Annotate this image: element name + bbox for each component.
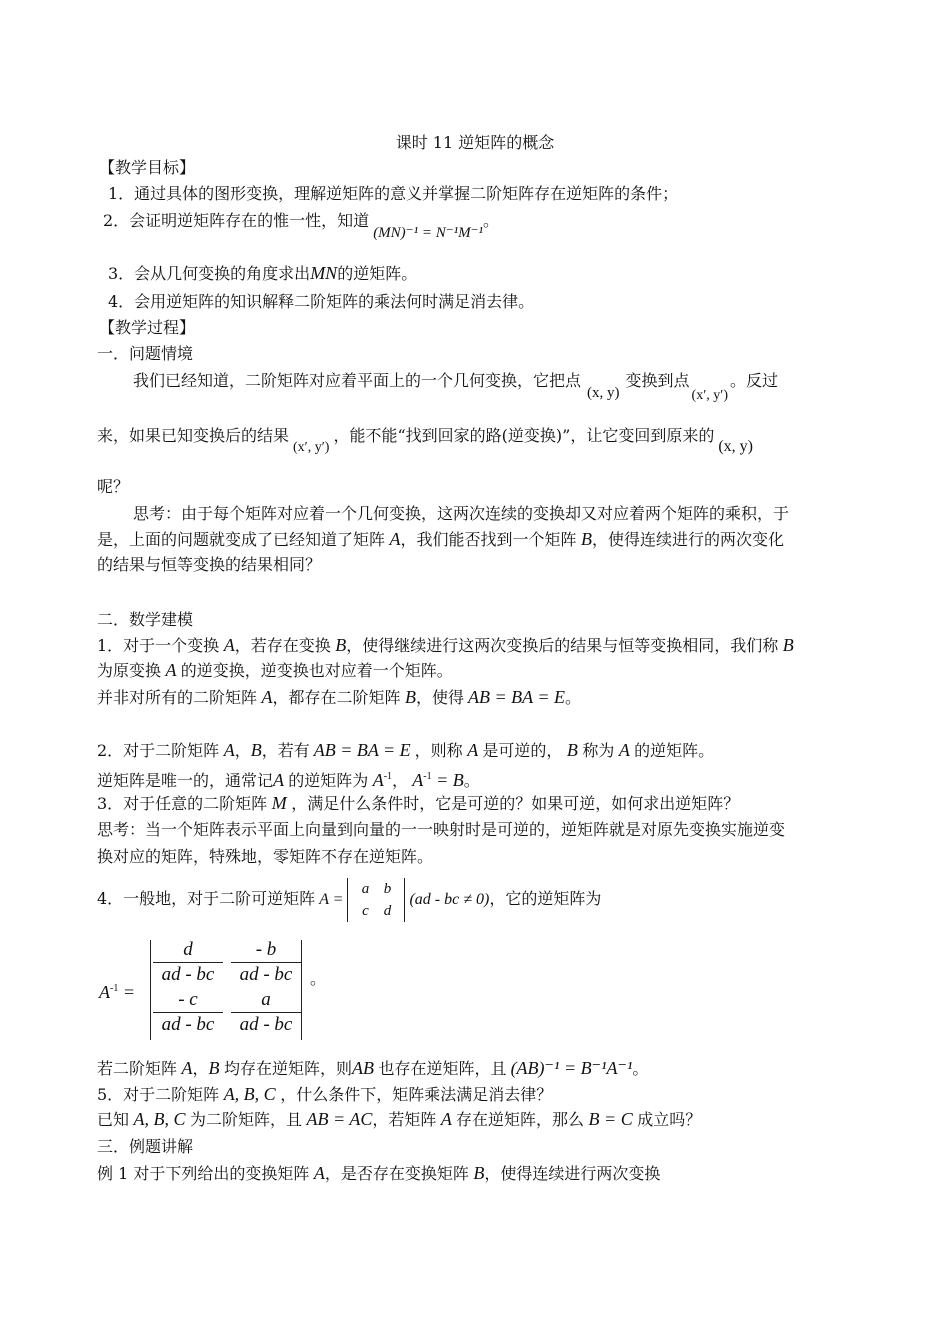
think-1-line-2: 是，上面的问题就变成了已经知道了矩阵 A，我们能否找到一个矩阵 B，使得连续进行的两次变化 — [97, 529, 785, 549]
para-1: 我们已经知道，二阶矩阵对应着平面上的一个几何变换，它把点(x, y)变换到点(x′, y′)。反过 — [133, 371, 778, 403]
entry-11: $\frac{d}{ad - bc}$ — [153, 938, 223, 987]
think-1-line-3: 的结果与恒等变换的结果相同？ — [97, 555, 322, 574]
inverse-label: $A^{-1}$ = — [99, 982, 135, 1002]
inverse-period: 。 — [310, 969, 327, 988]
think-2-line-2: 换对应的矩阵，特殊地，零矩阵不存在逆矩阵。 — [97, 847, 434, 866]
section-1-heading: 一．问题情境 — [97, 344, 194, 363]
entry-21: $\frac{- c}{ad - bc}$ — [153, 988, 223, 1037]
think-2-line-1: 思考：当一个矩阵表示平面上向量到向量的一一映射时是可逆的，逆矩阵就是对原先变换实施逆变 — [97, 820, 786, 839]
model-1-line-3: 并非对所有的二阶矩阵 A，都存在二阶矩阵 B，使得 AB = BA = E。 — [97, 687, 582, 707]
model-2-line-2: 逆矩阵是唯一的，通常记A 的逆矩阵为 $A^{-1}$， $A^{-1} = B$。 — [97, 770, 480, 790]
goal-2: 2．会证明逆矩阵存在的惟一性，知道(MN)⁻¹ = N⁻¹M⁻¹。 — [103, 211, 500, 241]
para-2: 来，如果已知变换后的结果(x′, y′)，能不能“找到回家的路(逆变换)”，让它变回到原来的(x, y) — [97, 426, 753, 455]
goal3-math: MN — [310, 263, 338, 283]
inverse-matrix — [150, 940, 302, 1040]
think-1-line-1: 思考：由于每个矩阵对应着一个几何变换，这两次连续的变换却又对应着两个矩阵的乘积，于 — [133, 504, 790, 523]
model-2-line-1: 2．对于二阶矩阵 A，B，若有 AB = BA = E ，则称 A 是可逆的， B 称为 A 的逆矩阵。 — [97, 740, 715, 760]
model-1-line-1: 1．对于一个变换 A，若存在变换 B，使得继续进行这两次变换后的结果与恒等变换相同，我们称 B — [97, 635, 794, 655]
entry-12: $\frac{- b}{ad - bc}$ — [231, 938, 301, 987]
model-1-line-2: 为原变换 A 的逆变换，逆变换也对应着一个矩阵。 — [97, 660, 453, 680]
entry-22: $\frac{a}{ad - bc}$ — [231, 988, 301, 1037]
goal-3: 3．会从几何变换的角度求出MN的逆矩阵。 — [108, 263, 418, 283]
process-heading: 【教学过程】 — [99, 318, 196, 337]
model-3: 3．对于任意的二阶矩阵 M ，满足什么条件时，它是可逆的？如果可逆，如何求出逆矩阵？ — [97, 793, 740, 813]
section-3-heading: 三．例题讲解 — [97, 1137, 194, 1156]
model-4-line-2: 若二阶矩阵 A，B 均存在逆矩阵，则AB 也存在逆矩阵，且 (AB)⁻¹ = B⁻¹A⁻¹。 — [97, 1058, 649, 1078]
model-5-line-2: 已知 A, B, C 为二阶矩阵，且 AB = AC，若矩阵 A 存在逆矩阵，那么 B = C 成立吗？ — [97, 1109, 702, 1129]
model-4-line-1: 4．一般地，对于二阶可逆矩阵 A = a b c d(ad - bc ≠ 0)，它的逆矩阵为 — [97, 876, 601, 923]
goal-4: 4．会用逆矩阵的知识解释二阶矩阵的乘法何时满足消去律。 — [108, 292, 535, 311]
page-title: 课时 11 逆矩阵的概念 — [395, 133, 555, 152]
para-3: 呢？ — [97, 477, 130, 496]
goals-heading: 【教学目标】 — [99, 158, 196, 177]
example-1: 例 1 对于下列给出的变换矩阵 A，是否存在变换矩阵 B，使得连续进行两次变换 — [97, 1163, 661, 1183]
matrix-A: a b c d — [347, 878, 405, 922]
section-2-heading: 二．数学建模 — [97, 610, 194, 629]
goal-1: 1．通过具体的图形变换，理解逆矩阵的意义并掌握二阶矩阵存在逆矩阵的条件； — [108, 184, 679, 203]
model-5-line-1: 5．对于二阶矩阵 A, B, C ，什么条件下，矩阵乘法满足消去律？ — [97, 1084, 553, 1104]
goal2-formula: (MN)⁻¹ = N⁻¹M⁻¹ — [373, 225, 484, 241]
